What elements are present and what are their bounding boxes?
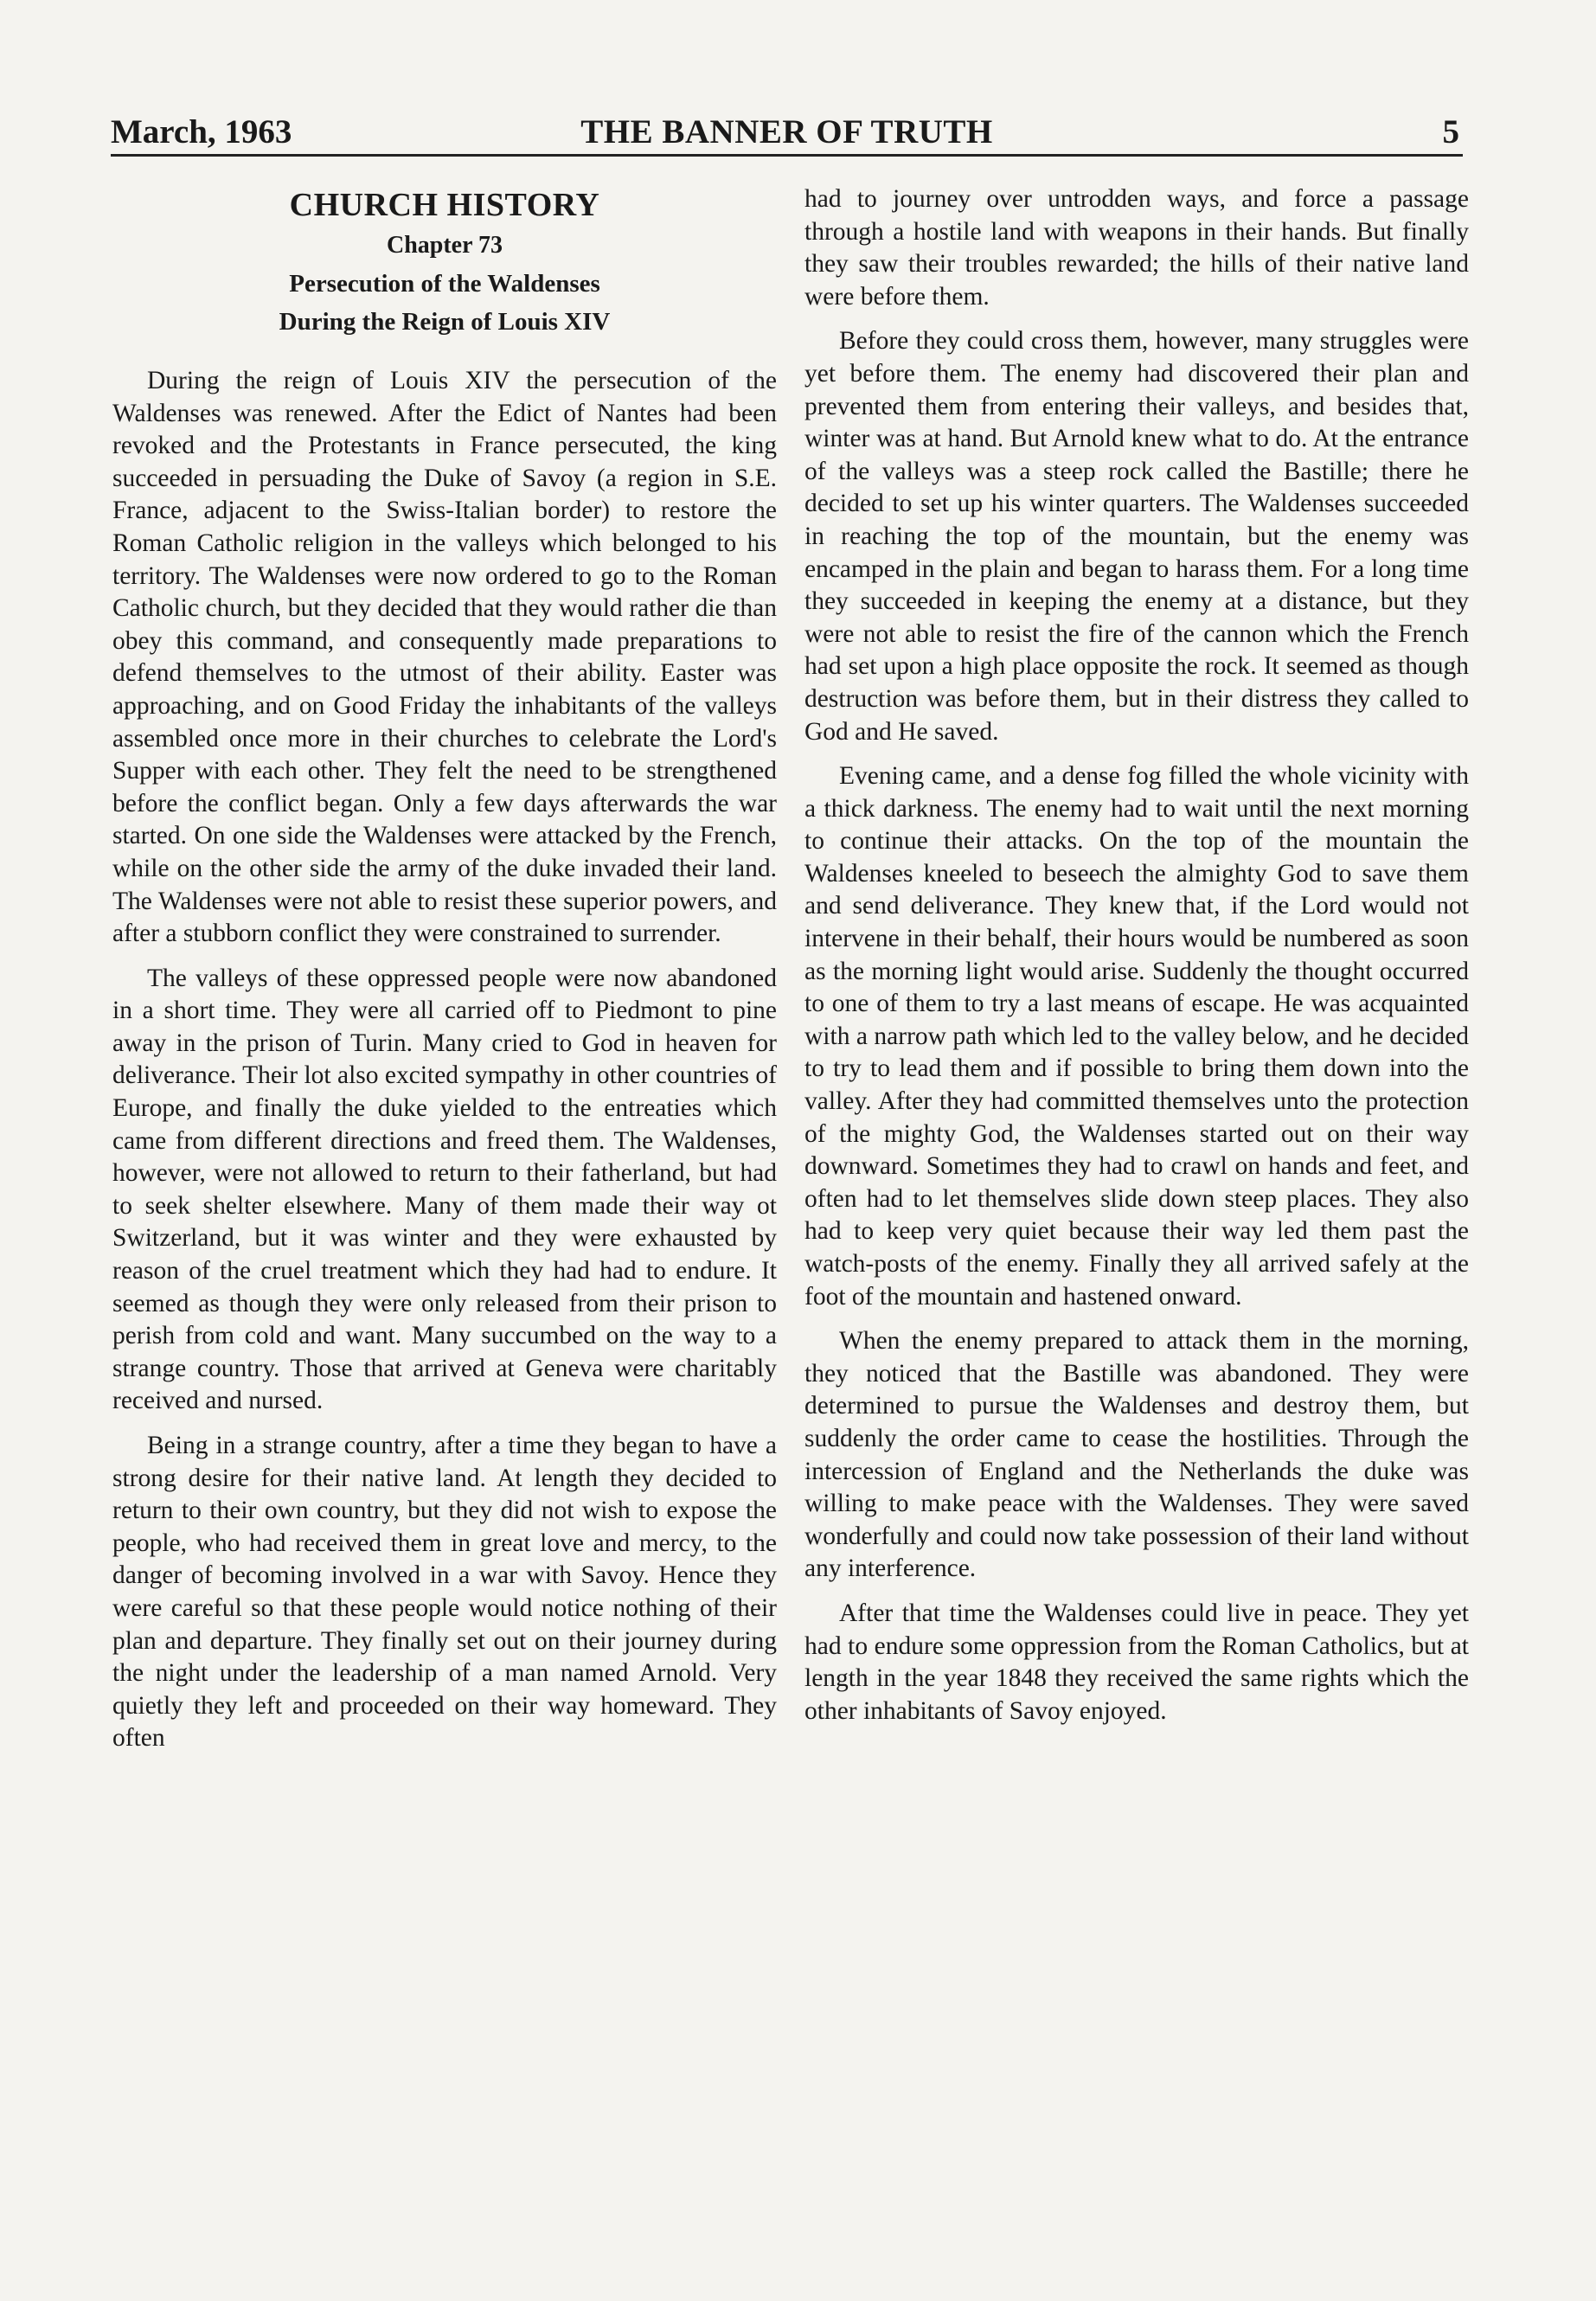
article-subtitle: During the Reign of Louis XIV [279, 308, 611, 336]
paragraph: The valleys of these oppressed people were now abandoned in a short time. They were all carried off to Piedmont to pine away in the prison of Turin. Many cried to God in heaven for deliverance. Their lot also excited sympathy in other countries of Europe, and finally the duke yielded to the entreaties which came from different directions and freed them. The Waldenses, however, were not allowed to return to their fatherland, but had to seek shelter elsewhere. Many of them made their way ot Switzerland, but it was winter and they were exhausted by reason of the cruel treatment which they had had to endure. It seemed as though they were only released from their prison to perish from cold and want. Many succumbed on the way to a strange country. Those that arrived at Geneva were charitably received and nursed. [112, 964, 777, 1415]
section-title: CHURCH HISTORY [289, 187, 600, 223]
paragraph: After that time the Waldenses could live in peace. They yet had to endure some oppression from the Roman Catholics, but at length in the year 1848 they received the same rights which the other inhabitants of Savoy enjoyed. [804, 1599, 1469, 1725]
page-number: 5 [1442, 113, 1459, 151]
publication-title: THE BANNER OF TRUTH [580, 113, 993, 151]
left-column [112, 183, 777, 1767]
article-subtitle: Persecution of the Waldenses [289, 270, 600, 298]
running-header [111, 109, 1463, 157]
paragraph: When the enemy prepared to attack them in the morning, they noticed that the Bastille was abandoned. They were determined to pursue the Waldenses and destroy them, but suddenly the order came to cease the hostilities. Through the intercession of England and the Netherlands the duke was willing to make peace with the Waldenses. They were saved wonderfully and could now take possession of their land without any interference. [804, 1327, 1469, 1583]
paragraph: During the reign of Louis XIV the persecution of the Waldenses was renewed. After the Edict of Nantes had been revoked and the Protestants in France persecuted, the king succeeded in persuading the Duke of Savoy (a region in S.E. France, adjacent to the Swiss-Italian border) to restore the Roman Catholic religion in the valleys which belonged to his territory. The Waldenses were now ordered to go to the Roman Catholic church, but they decided that they would rather die than obey this command, and consequently made preparations to defend themselves to the utmost of their ability. Easter was approaching, and on Good Friday the inhabitants of the valleys assembled once more in their churches to celebrate the Lord's Supper with each other. They felt the need to be strengthened before the conflict began. Only a few days afterwards the war started. On one side the Waldenses were attacked by the French, while on the other side the army of the duke invaded their land. The Waldenses were not able to resist these superior powers, and after a stubborn conflict they were constrained to surrender. [112, 367, 777, 948]
paragraph: Before they could cross them, however, many struggles were yet before them. The enemy had discovered their plan and prevented them from entering their valleys, and besides that, winter was at hand. But Arnold knew what to do. At the entrance of the valleys was a steep rock called the Bastille; there he decided to set up his winter quarters. The Waldenses succeeded in reaching the top of the mountain, but the enemy was encamped in the plain and began to harass them. For a long time they succeeded in keeping the enemy at a distance, but they were not able to resist the fire of the cannon which the French had set upon a high place opposite the rock. It seemed as though destruction was before them, but in their distress they called to God and He saved. [804, 327, 1469, 746]
article-heading [112, 183, 777, 341]
paragraph: Being in a strange country, after a time they began to have a strong desire for their native land. At length they decided to return to their own country, but they did not wish to expose the people, who had received them in great love and mercy, to the danger of becoming involved in a war with Savoy. Hence they were careful so that these people would notice nothing of their plan and departure. They finally set out on their journey during the night under the leadership of a man named Arnold. Very quietly they left and proceeded on their way homeward. They often [112, 1432, 777, 1753]
issue-date: March, 1963 [111, 113, 292, 151]
chapter-label: Chapter 73 [386, 232, 503, 259]
right-column [804, 183, 1469, 1740]
paragraph: had to journey over untrodden ways, and force a passage through a hostile land with weapons in their hands. But finally they saw their troubles rewarded; the hills of their native land were before them. [804, 185, 1469, 311]
paragraph: Evening came, and a dense fog filled the whole vicinity with a thick darkness. The enemy had to wait until the next morning to continue their attacks. On the top of the mountain the Waldenses kneeled to beseech the almighty God to save them and send deliverance. They knew that, if the Lord would not intervene in their behalf, their hours would be numbered as soon as the morning light would arise. Suddenly the thought occurred to one of them to try a last means of escape. He was acquainted with a narrow path which led to the valley below, and he decided to try to lead them and if possible to bring them down into the valley. After they had committed themselves unto the protection of the mighty God, the Waldenses started out on their way downward. Sometimes they had to crawl on hands and feet, and often had to let themselves slide down steep places. They also had to keep very quiet because their way led them past the watch-posts of the enemy. Finally they all arrived safely at the foot of the mountain and hastened onward. [804, 762, 1469, 1311]
